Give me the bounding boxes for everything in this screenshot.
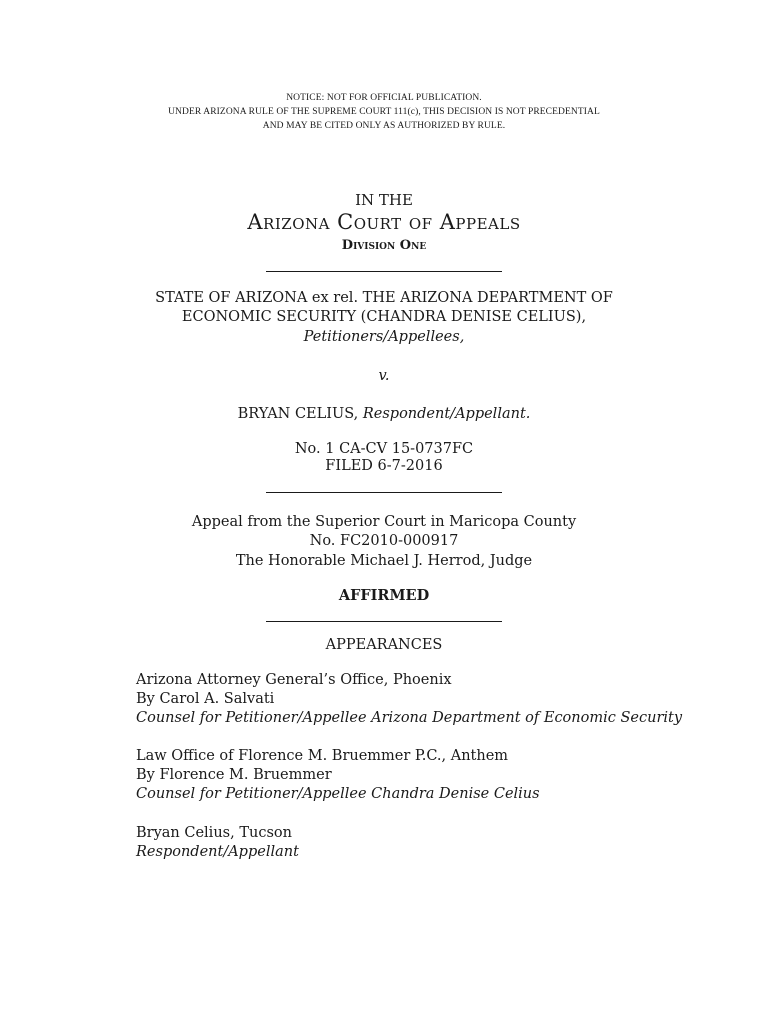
petitioner-role: Petitioners/Appellees, (303, 329, 465, 345)
appeal-line-2: No. FC2010-000917 (309, 533, 459, 549)
divider-rule (266, 492, 502, 493)
case-number: No. 1 CA-CV 15-0737FC (294, 441, 474, 457)
court-division: Division One (341, 238, 427, 253)
appearance-entry (136, 748, 540, 805)
appeal-line-3: The Honorable Michael J. Herrod, Judge (235, 553, 533, 569)
appearance-role: Respondent/Appellant (136, 844, 299, 860)
appearance-entry (136, 825, 299, 863)
petitioner-line-2: ECONOMIC SECURITY (CHANDRA DENISE CELIUS), (181, 309, 587, 325)
publication-notice (0, 91, 768, 133)
respondent-line (0, 406, 768, 422)
respondent-role: Respondent/Appellant. (362, 406, 531, 422)
notice-line-3: AND MAY BE CITED ONLY AS AUTHORIZED BY RULE. (262, 121, 506, 131)
court-in-the: IN THE (355, 191, 413, 209)
appearance-office: Law Office of Florence M. Bruemmer P.C., Anthem (136, 748, 509, 764)
appeal-line-1: Appeal from the Superior Court in Maricopa County (191, 514, 577, 530)
respondent-name: BRYAN CELIUS, (237, 406, 363, 422)
appearance-role: Counsel for Petitioner/Appellee Arizona Department of Economic Security (136, 710, 683, 726)
petitioner-line-1: STATE OF ARIZONA ex rel. THE ARIZONA DEPARTMENT OF (155, 290, 613, 306)
appearance-office: Arizona Attorney General’s Office, Phoenix (136, 672, 452, 688)
appearances-heading: APPEARANCES (325, 637, 443, 653)
filed-date: FILED 6-7-2016 (325, 458, 443, 474)
versus: v. (378, 368, 390, 384)
divider-rule (266, 621, 502, 622)
appearance-attorney: By Florence M. Bruemmer (136, 767, 332, 783)
notice-line-2: UNDER ARIZONA RULE OF THE SUPREME COURT 111(c), THIS DECISION IS NOT PRECEDENTIAL (168, 107, 600, 117)
notice-line-1: NOTICE: NOT FOR OFFICIAL PUBLICATION. (286, 93, 482, 103)
divider-rule (266, 271, 502, 272)
disposition: AFFIRMED (338, 587, 430, 604)
appearance-role: Counsel for Petitioner/Appellee Chandra Denise Celius (136, 786, 540, 802)
court-name: Arizona Court of Appeals (247, 210, 521, 234)
appearance-office: Bryan Celius, Tucson (136, 825, 292, 841)
appearance-attorney: By Carol A. Salvati (136, 691, 275, 707)
appearance-entry (136, 672, 682, 729)
